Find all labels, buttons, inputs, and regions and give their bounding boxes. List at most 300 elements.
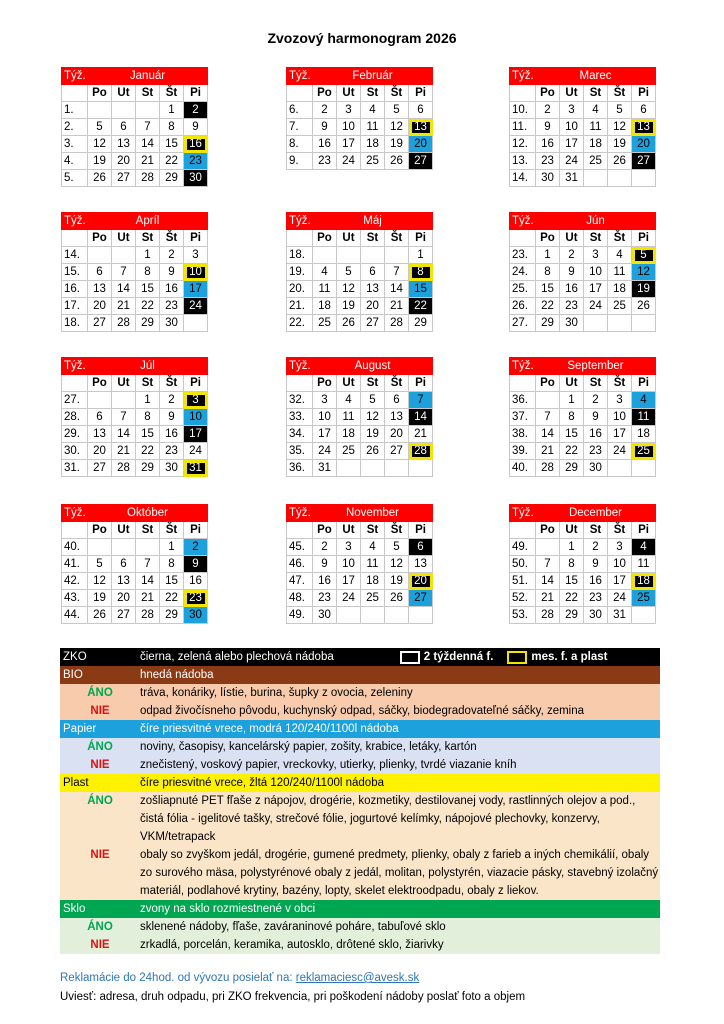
day-header: Pi (409, 522, 433, 539)
week-row (62, 298, 208, 315)
month-name: Júl (88, 358, 208, 375)
day-header: St (584, 85, 608, 102)
day-cell: 16 (184, 573, 208, 590)
day-cell: 4 (584, 102, 608, 119)
day-cell: 28 (112, 315, 136, 332)
day-cell: 27 (88, 315, 112, 332)
legend-papier-row (60, 720, 660, 738)
week-row (287, 102, 433, 119)
day-cell (337, 247, 361, 264)
day-cell: 1 (409, 247, 433, 264)
day-cell: 11 (632, 556, 656, 573)
week-number: 3. (62, 136, 88, 153)
day-header: Št (160, 85, 184, 102)
week-row (287, 539, 433, 556)
week-row (62, 573, 208, 590)
day-cell: 15 (560, 573, 584, 590)
pickup-day-cell: 31 (184, 460, 208, 477)
legend-papier-yes-text: noviny, časopisy, kancelárský papier, zošity, krabice, letáky, kartón (140, 741, 477, 753)
week-row (510, 281, 656, 298)
day-cell: 24 (608, 443, 632, 460)
day-header: Pi (632, 230, 656, 247)
legend-papier-yes-row (60, 738, 660, 756)
day-header: St (584, 522, 608, 539)
day-cell: 5 (385, 539, 409, 556)
complaints-email-link[interactable]: reklamaciesc@avesk.sk (295, 972, 420, 984)
day-cell: 25 (584, 153, 608, 170)
day-cell: 7 (536, 409, 560, 426)
day-cell: 22 (136, 443, 160, 460)
day-header: Pi (184, 375, 208, 392)
day-cell (632, 460, 656, 477)
day-cell: 29 (136, 460, 160, 477)
pickup-day-cell: 2 (184, 102, 208, 119)
week-column-header: Týž. (62, 68, 88, 85)
pickup-day-cell: 11 (632, 409, 656, 426)
week-column-header: Týž. (62, 213, 88, 230)
day-cell: 28 (136, 607, 160, 624)
day-cell: 6 (112, 119, 136, 136)
day-cell: 23 (160, 298, 184, 315)
day-cell: 21 (112, 298, 136, 315)
week-number: 13. (510, 153, 536, 170)
day-cell (184, 315, 208, 332)
week-column-header: Týž. (62, 358, 88, 375)
day-cell: 30 (584, 607, 608, 624)
month-name: November (313, 505, 433, 522)
day-cell: 25 (361, 153, 385, 170)
day-header: Po (88, 522, 112, 539)
legend-plast-no-row (60, 846, 660, 900)
week-row (510, 102, 656, 119)
week-row (510, 607, 656, 624)
day-cell: 19 (385, 573, 409, 590)
day-header-blank (62, 375, 88, 392)
day-header: Št (160, 230, 184, 247)
day-cell (337, 607, 361, 624)
instructions-note: Uviesť: adresa, druh odpadu, pri ZKO frekvencia, pri poškodení nádoby poslať foto a objem (60, 991, 526, 1003)
pickup-day-cell: 12 (632, 264, 656, 281)
day-header: Po (313, 375, 337, 392)
waste-legend (60, 648, 660, 954)
week-number: 1. (62, 102, 88, 119)
day-cell: 21 (136, 153, 160, 170)
day-cell (584, 170, 608, 187)
day-cell: 3 (337, 539, 361, 556)
day-header: St (361, 522, 385, 539)
day-header: Pi (409, 85, 433, 102)
day-header-blank (510, 375, 536, 392)
day-cell: 31 (560, 170, 584, 187)
day-cell: 4 (608, 247, 632, 264)
day-cell: 3 (608, 392, 632, 409)
day-cell: 14 (536, 426, 560, 443)
day-cell: 21 (112, 443, 136, 460)
day-cell: 29 (560, 607, 584, 624)
day-header-blank (510, 85, 536, 102)
pickup-day-cell: 20 (409, 136, 433, 153)
day-cell: 17 (313, 426, 337, 443)
day-cell: 3 (608, 539, 632, 556)
day-cell: 26 (385, 153, 409, 170)
day-header: Po (88, 85, 112, 102)
day-cell: 26 (385, 590, 409, 607)
day-cell: 23 (313, 153, 337, 170)
day-header: Ut (560, 230, 584, 247)
day-cell: 19 (608, 136, 632, 153)
month-calendar (286, 212, 433, 332)
legend-bio-yes-text: tráva, konáriky, lístie, burina, šupky z ovocia, zeleniny (140, 687, 413, 699)
day-header: St (361, 85, 385, 102)
week-number: 24. (510, 264, 536, 281)
day-cell: 29 (409, 315, 433, 332)
day-cell: 19 (88, 153, 112, 170)
day-cell: 9 (313, 556, 337, 573)
day-cell: 24 (184, 443, 208, 460)
day-cell: 25 (337, 443, 361, 460)
week-number: 36. (287, 460, 313, 477)
day-cell: 15 (536, 281, 560, 298)
page-title: Zvozový harmonogram 2026 (267, 30, 457, 46)
day-cell: 10 (337, 119, 361, 136)
week-number: 33. (287, 409, 313, 426)
day-cell: 25 (361, 590, 385, 607)
week-number: 8. (287, 136, 313, 153)
day-cell: 1 (560, 539, 584, 556)
day-cell: 9 (584, 556, 608, 573)
day-cell: 11 (584, 119, 608, 136)
day-header-blank (510, 522, 536, 539)
day-cell: 23 (160, 443, 184, 460)
complaints-note (60, 972, 419, 984)
day-cell (632, 170, 656, 187)
week-row (510, 298, 656, 315)
day-cell: 2 (584, 539, 608, 556)
week-number: 29. (62, 426, 88, 443)
day-cell: 12 (385, 556, 409, 573)
day-cell: 14 (536, 573, 560, 590)
day-cell: 9 (160, 409, 184, 426)
week-row (510, 460, 656, 477)
day-cell: 15 (160, 573, 184, 590)
legend-bio-no-row (60, 702, 660, 720)
week-row (287, 247, 433, 264)
day-cell (112, 539, 136, 556)
pickup-day-cell: 19 (632, 281, 656, 298)
day-cell: 17 (337, 573, 361, 590)
pickup-day-cell: 10 (184, 264, 208, 281)
week-row (62, 102, 208, 119)
day-cell: 11 (313, 281, 337, 298)
day-cell (88, 102, 112, 119)
week-number: 27. (62, 392, 88, 409)
week-row (62, 153, 208, 170)
week-row (62, 590, 208, 607)
week-number: 16. (62, 281, 88, 298)
day-cell: 30 (160, 315, 184, 332)
day-cell: 22 (160, 153, 184, 170)
pickup-day-cell: 17 (184, 281, 208, 298)
day-header: Ut (112, 230, 136, 247)
day-cell: 29 (160, 170, 184, 187)
day-cell: 5 (88, 119, 112, 136)
day-cell: 22 (560, 590, 584, 607)
day-cell: 16 (536, 136, 560, 153)
week-column-header: Týž. (287, 213, 313, 230)
day-cell: 20 (112, 153, 136, 170)
week-number: 40. (62, 539, 88, 556)
week-number: 47. (287, 573, 313, 590)
day-cell: 30 (560, 315, 584, 332)
day-header: Ut (337, 230, 361, 247)
day-cell: 1 (160, 539, 184, 556)
pickup-day-cell: 27 (409, 590, 433, 607)
week-number: 42. (62, 573, 88, 590)
week-number: 18. (287, 247, 313, 264)
day-header: Ut (560, 375, 584, 392)
day-cell: 5 (385, 102, 409, 119)
day-cell: 19 (361, 426, 385, 443)
week-row (510, 315, 656, 332)
day-header: Št (160, 375, 184, 392)
day-cell: 15 (560, 426, 584, 443)
legend-plast-yes-row (60, 792, 660, 846)
legend-yes-label: ÁNO (87, 687, 113, 699)
day-header: St (361, 230, 385, 247)
day-cell: 23 (536, 153, 560, 170)
day-cell: 26 (608, 153, 632, 170)
week-number: 50. (510, 556, 536, 573)
pickup-day-cell: 10 (184, 409, 208, 426)
day-header: Ut (560, 85, 584, 102)
day-cell (385, 460, 409, 477)
day-cell: 10 (313, 409, 337, 426)
legend-plast-row (60, 774, 660, 792)
day-header-blank (62, 85, 88, 102)
day-header: St (584, 375, 608, 392)
day-cell: 15 (136, 281, 160, 298)
day-cell (136, 539, 160, 556)
week-column-header: Týž. (287, 505, 313, 522)
day-header: Po (313, 85, 337, 102)
day-header: Št (608, 375, 632, 392)
week-row (510, 539, 656, 556)
week-row (62, 607, 208, 624)
day-cell: 16 (584, 426, 608, 443)
day-cell: 13 (409, 556, 433, 573)
day-cell: 20 (112, 590, 136, 607)
month-calendar (286, 357, 433, 477)
day-cell: 22 (160, 590, 184, 607)
week-row (287, 607, 433, 624)
day-cell: 10 (608, 556, 632, 573)
pickup-day-cell: 23 (184, 590, 208, 607)
day-cell: 16 (560, 281, 584, 298)
day-header: St (136, 230, 160, 247)
day-cell: 14 (112, 426, 136, 443)
week-row (287, 281, 433, 298)
day-cell: 27 (361, 315, 385, 332)
day-cell: 19 (385, 136, 409, 153)
week-number: 10. (510, 102, 536, 119)
legend-sklo-no-text: zrkadlá, porcelán, keramika, autosklo, drôtené sklo, žiarivky (140, 939, 444, 951)
day-cell: 7 (536, 556, 560, 573)
day-cell: 7 (136, 119, 160, 136)
week-column-header: Týž. (287, 358, 313, 375)
day-header: Ut (112, 522, 136, 539)
day-cell: 31 (313, 460, 337, 477)
day-cell (88, 247, 112, 264)
day-cell: 26 (361, 443, 385, 460)
day-cell: 12 (608, 119, 632, 136)
day-cell: 30 (536, 170, 560, 187)
pickup-day-cell: 4 (632, 539, 656, 556)
week-row (62, 170, 208, 187)
pickup-day-cell: 7 (409, 392, 433, 409)
week-number: 34. (287, 426, 313, 443)
day-header: Št (160, 522, 184, 539)
day-cell: 3 (337, 102, 361, 119)
day-header: St (136, 85, 160, 102)
week-row (510, 264, 656, 281)
day-cell: 6 (385, 392, 409, 409)
day-cell: 4 (337, 392, 361, 409)
day-header-blank (62, 522, 88, 539)
day-cell: 20 (88, 298, 112, 315)
week-number: 48. (287, 590, 313, 607)
week-row (510, 247, 656, 264)
day-cell (536, 539, 560, 556)
month-name: December (536, 505, 656, 522)
day-cell: 19 (88, 590, 112, 607)
week-number: 17. (62, 298, 88, 315)
day-cell: 13 (112, 136, 136, 153)
week-number: 49. (510, 539, 536, 556)
day-cell: 8 (136, 409, 160, 426)
week-number: 31. (62, 460, 88, 477)
day-cell: 13 (112, 573, 136, 590)
day-cell: 2 (313, 102, 337, 119)
day-header: Št (608, 85, 632, 102)
week-row (62, 426, 208, 443)
day-cell: 9 (313, 119, 337, 136)
week-row (62, 409, 208, 426)
pickup-day-cell: 9 (184, 556, 208, 573)
day-cell: 16 (584, 573, 608, 590)
day-cell (584, 315, 608, 332)
legend-papier-no-row (60, 756, 660, 774)
legend-yes-label: ÁNO (87, 795, 113, 807)
month-calendar (509, 504, 656, 624)
week-number: 14. (510, 170, 536, 187)
day-cell: 13 (361, 281, 385, 298)
day-cell (632, 607, 656, 624)
day-cell (88, 392, 112, 409)
day-header: Pi (632, 375, 656, 392)
day-cell: 9 (560, 264, 584, 281)
month-name: August (313, 358, 433, 375)
week-row (62, 460, 208, 477)
legend-bio-yes-row (60, 684, 660, 702)
day-cell (536, 392, 560, 409)
day-cell: 22 (136, 298, 160, 315)
week-number: 39. (510, 443, 536, 460)
legend-no-label: NIE (90, 759, 110, 771)
week-column-header: Týž. (510, 358, 536, 375)
day-cell: 7 (112, 409, 136, 426)
day-cell: 23 (584, 443, 608, 460)
day-cell: 6 (88, 264, 112, 281)
legend-plast-yes-text: zošliapnuté PET fľaše z nápojov, drogérie, kozmetiky, destilovanej vody, rastlinných olejov a pod., čistá fólia - igelitové tašky, strečové fólie, jogurtové kelímky, nápojové plechovky, konzervy, VKM/tetrapack (140, 795, 636, 843)
day-header: Ut (112, 85, 136, 102)
week-number: 27. (510, 315, 536, 332)
day-cell: 15 (136, 426, 160, 443)
pickup-day-cell: 28 (409, 443, 433, 460)
month-name: Marec (536, 68, 656, 85)
legend-sklo-yes-row (60, 918, 660, 936)
day-cell: 9 (536, 119, 560, 136)
day-cell: 22 (560, 443, 584, 460)
day-cell (608, 170, 632, 187)
week-row (287, 264, 433, 281)
day-cell (112, 102, 136, 119)
day-cell: 20 (361, 298, 385, 315)
day-cell: 8 (560, 409, 584, 426)
day-cell: 7 (112, 264, 136, 281)
day-cell: 27 (112, 170, 136, 187)
day-header: Št (608, 230, 632, 247)
day-cell (361, 460, 385, 477)
pickup-day-cell: 5 (632, 247, 656, 264)
week-number: 11. (510, 119, 536, 136)
month-name: Február (313, 68, 433, 85)
day-cell: 14 (136, 136, 160, 153)
week-number: 38. (510, 426, 536, 443)
day-header: Pi (184, 522, 208, 539)
day-cell: 18 (337, 426, 361, 443)
pickup-day-cell: 4 (632, 392, 656, 409)
pickup-day-cell: 15 (409, 281, 433, 298)
day-cell: 11 (361, 556, 385, 573)
legend-yes-label: ÁNO (87, 921, 113, 933)
week-number: 46. (287, 556, 313, 573)
day-cell: 5 (337, 264, 361, 281)
day-cell (136, 102, 160, 119)
day-cell: 1 (560, 392, 584, 409)
day-header-blank (287, 522, 313, 539)
day-cell (385, 607, 409, 624)
day-cell: 28 (112, 460, 136, 477)
day-header: Pi (184, 85, 208, 102)
day-cell: 17 (560, 136, 584, 153)
week-row (510, 426, 656, 443)
week-row (62, 315, 208, 332)
legend-bio-label: BIO (63, 669, 83, 681)
week-number: 43. (62, 590, 88, 607)
day-cell: 2 (160, 247, 184, 264)
legend-yes-label: ÁNO (87, 741, 113, 753)
day-cell: 25 (313, 315, 337, 332)
day-cell: 18 (361, 573, 385, 590)
day-cell (385, 247, 409, 264)
day-cell: 8 (536, 264, 560, 281)
day-cell: 11 (608, 264, 632, 281)
day-cell: 19 (337, 298, 361, 315)
day-cell: 20 (385, 426, 409, 443)
day-cell: 24 (337, 153, 361, 170)
day-cell: 3 (584, 247, 608, 264)
day-cell (608, 315, 632, 332)
